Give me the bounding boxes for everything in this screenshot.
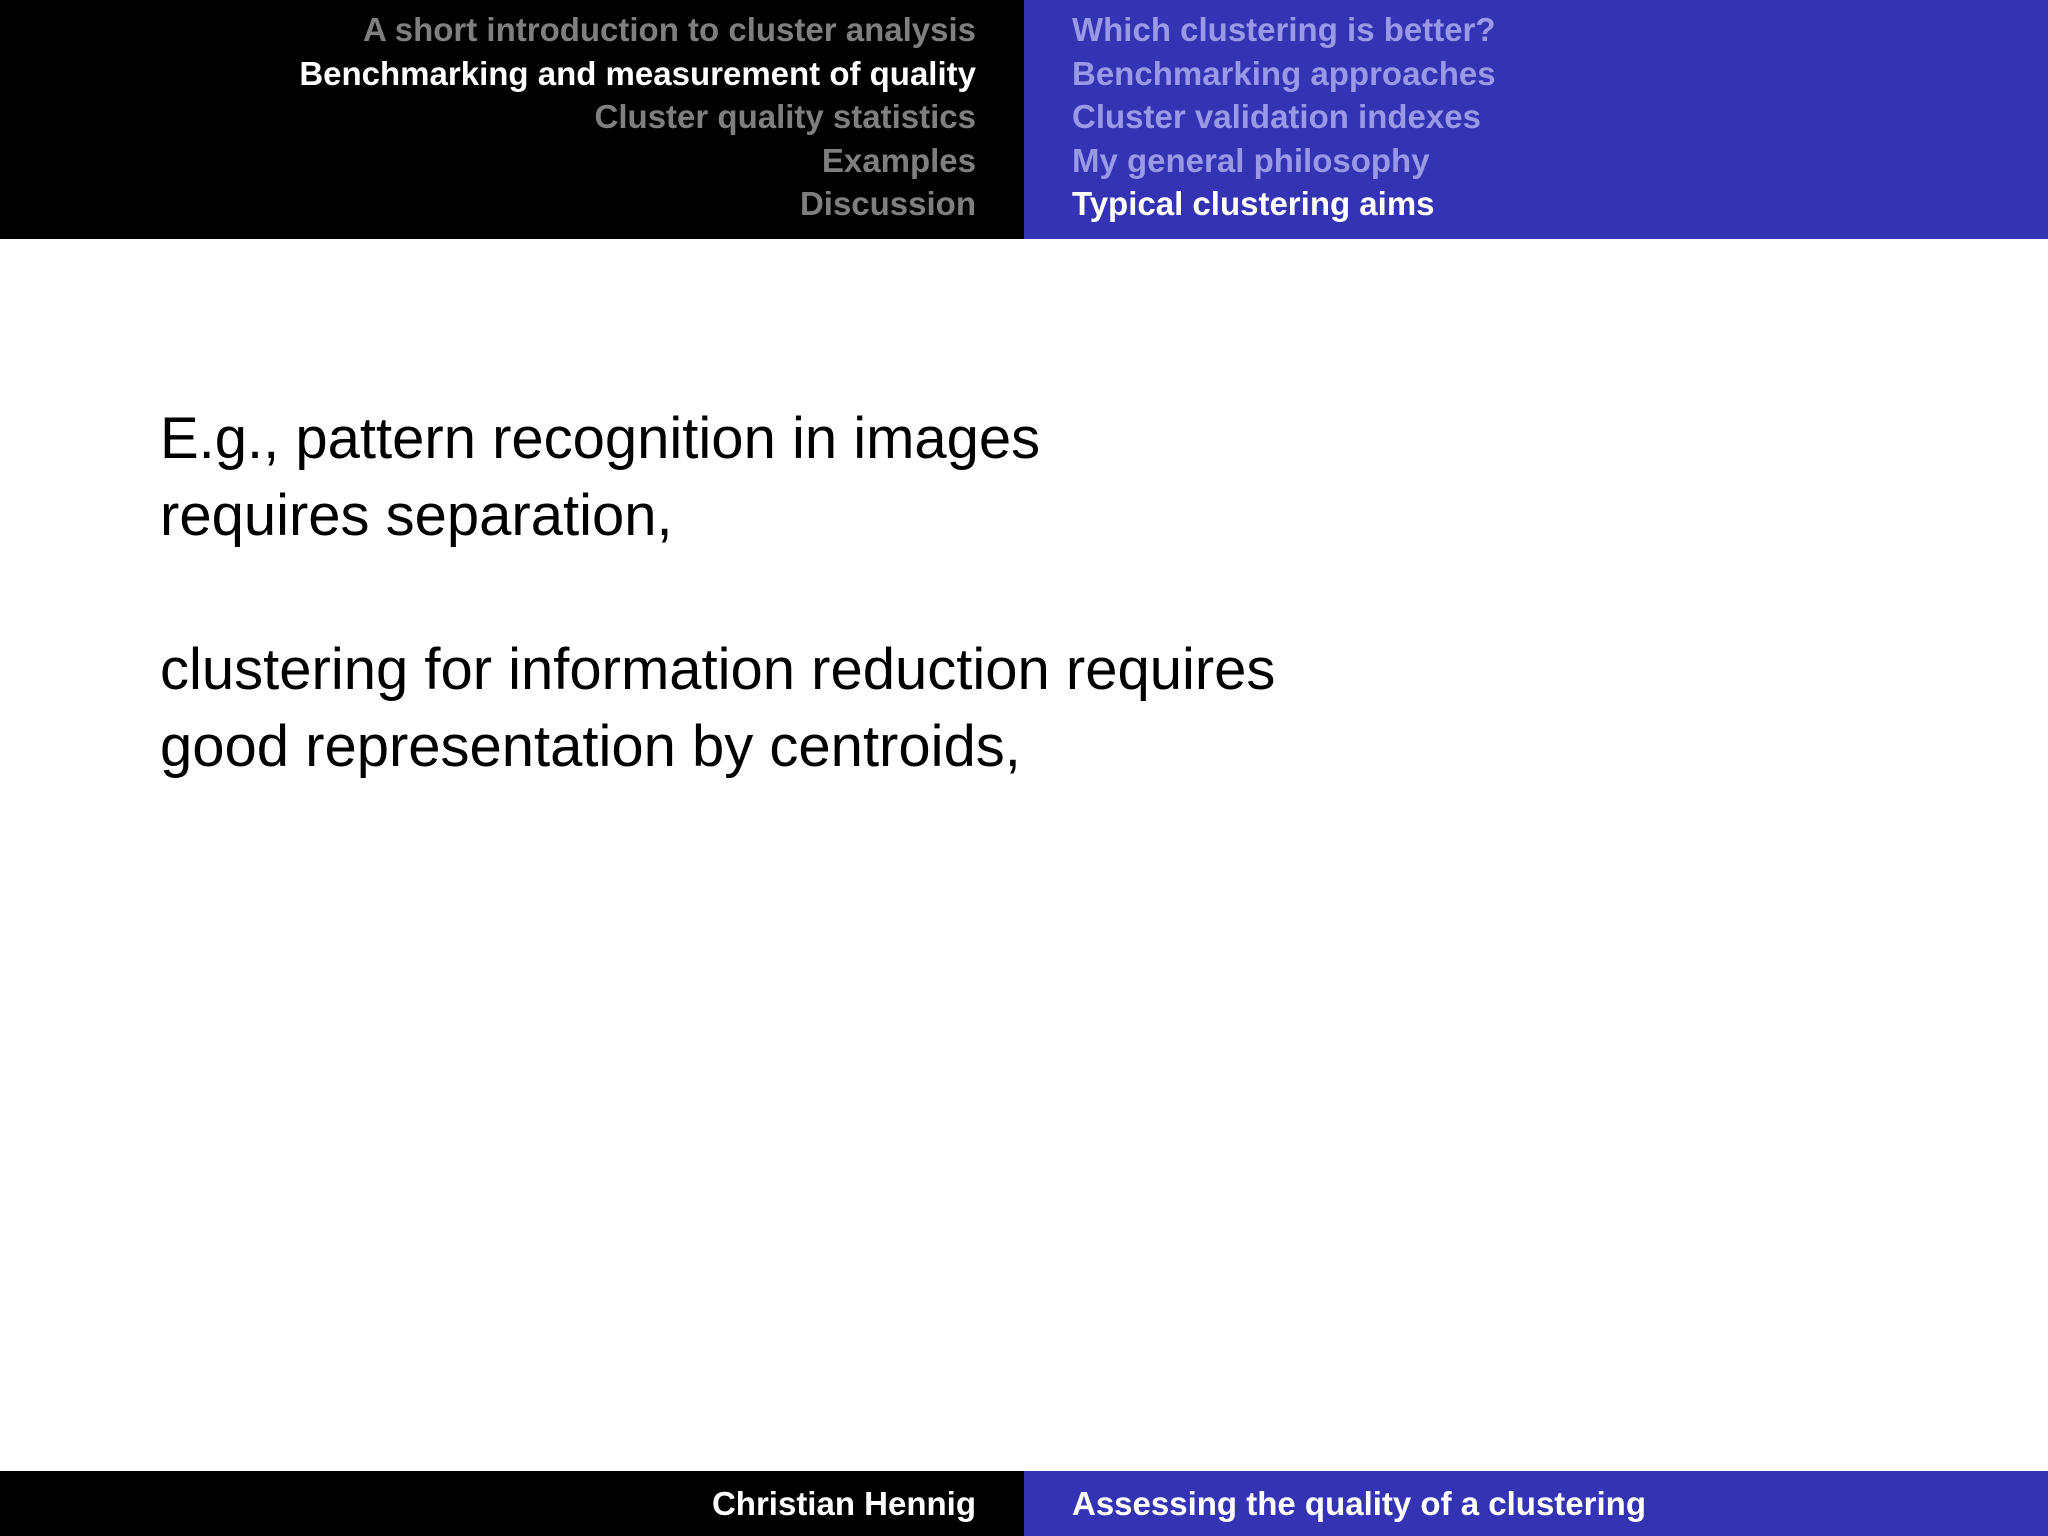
- body-line: requires separation,: [160, 483, 673, 548]
- footer-title-panel: [1024, 1471, 2048, 1536]
- body-line: clustering for information reduction requires: [160, 637, 1276, 702]
- footer-title: Assessing the quality of a clustering: [1072, 1485, 1646, 1522]
- footer-author: Christian Hennig: [711, 1485, 976, 1522]
- section-nav-item[interactable]: Cluster quality statistics: [594, 98, 976, 136]
- footer-author-panel: [0, 1471, 1024, 1536]
- body-paragraph: [160, 400, 1860, 554]
- slide-footer: [0, 1471, 2048, 1536]
- subsection-nav-item[interactable]: My general philosophy: [1072, 141, 1430, 179]
- body-line: E.g., pattern recognition in images: [160, 406, 1041, 471]
- subsection-nav-panel: [1024, 0, 2048, 239]
- subsection-nav: [1072, 8, 1496, 226]
- section-nav-item[interactable]: Examples: [821, 141, 976, 179]
- body-line: good representation by centroids,: [160, 714, 1021, 779]
- section-nav-item[interactable]: Discussion: [799, 185, 976, 223]
- section-nav-panel: [0, 0, 1024, 239]
- body-paragraph: [160, 631, 1860, 785]
- slide-body: [160, 400, 1860, 785]
- subsection-nav-item[interactable]: Benchmarking approaches: [1072, 54, 1496, 92]
- subsection-nav-item-current[interactable]: Typical clustering aims: [1072, 185, 1435, 223]
- subsection-nav-item[interactable]: Which clustering is better?: [1072, 11, 1496, 48]
- subsection-nav-item[interactable]: Cluster validation indexes: [1072, 98, 1481, 136]
- section-nav: [299, 8, 976, 226]
- slide-header: [0, 0, 2048, 239]
- section-nav-item[interactable]: A short introduction to cluster analysis: [362, 11, 976, 48]
- section-nav-item-current[interactable]: Benchmarking and measurement of quality: [299, 54, 976, 92]
